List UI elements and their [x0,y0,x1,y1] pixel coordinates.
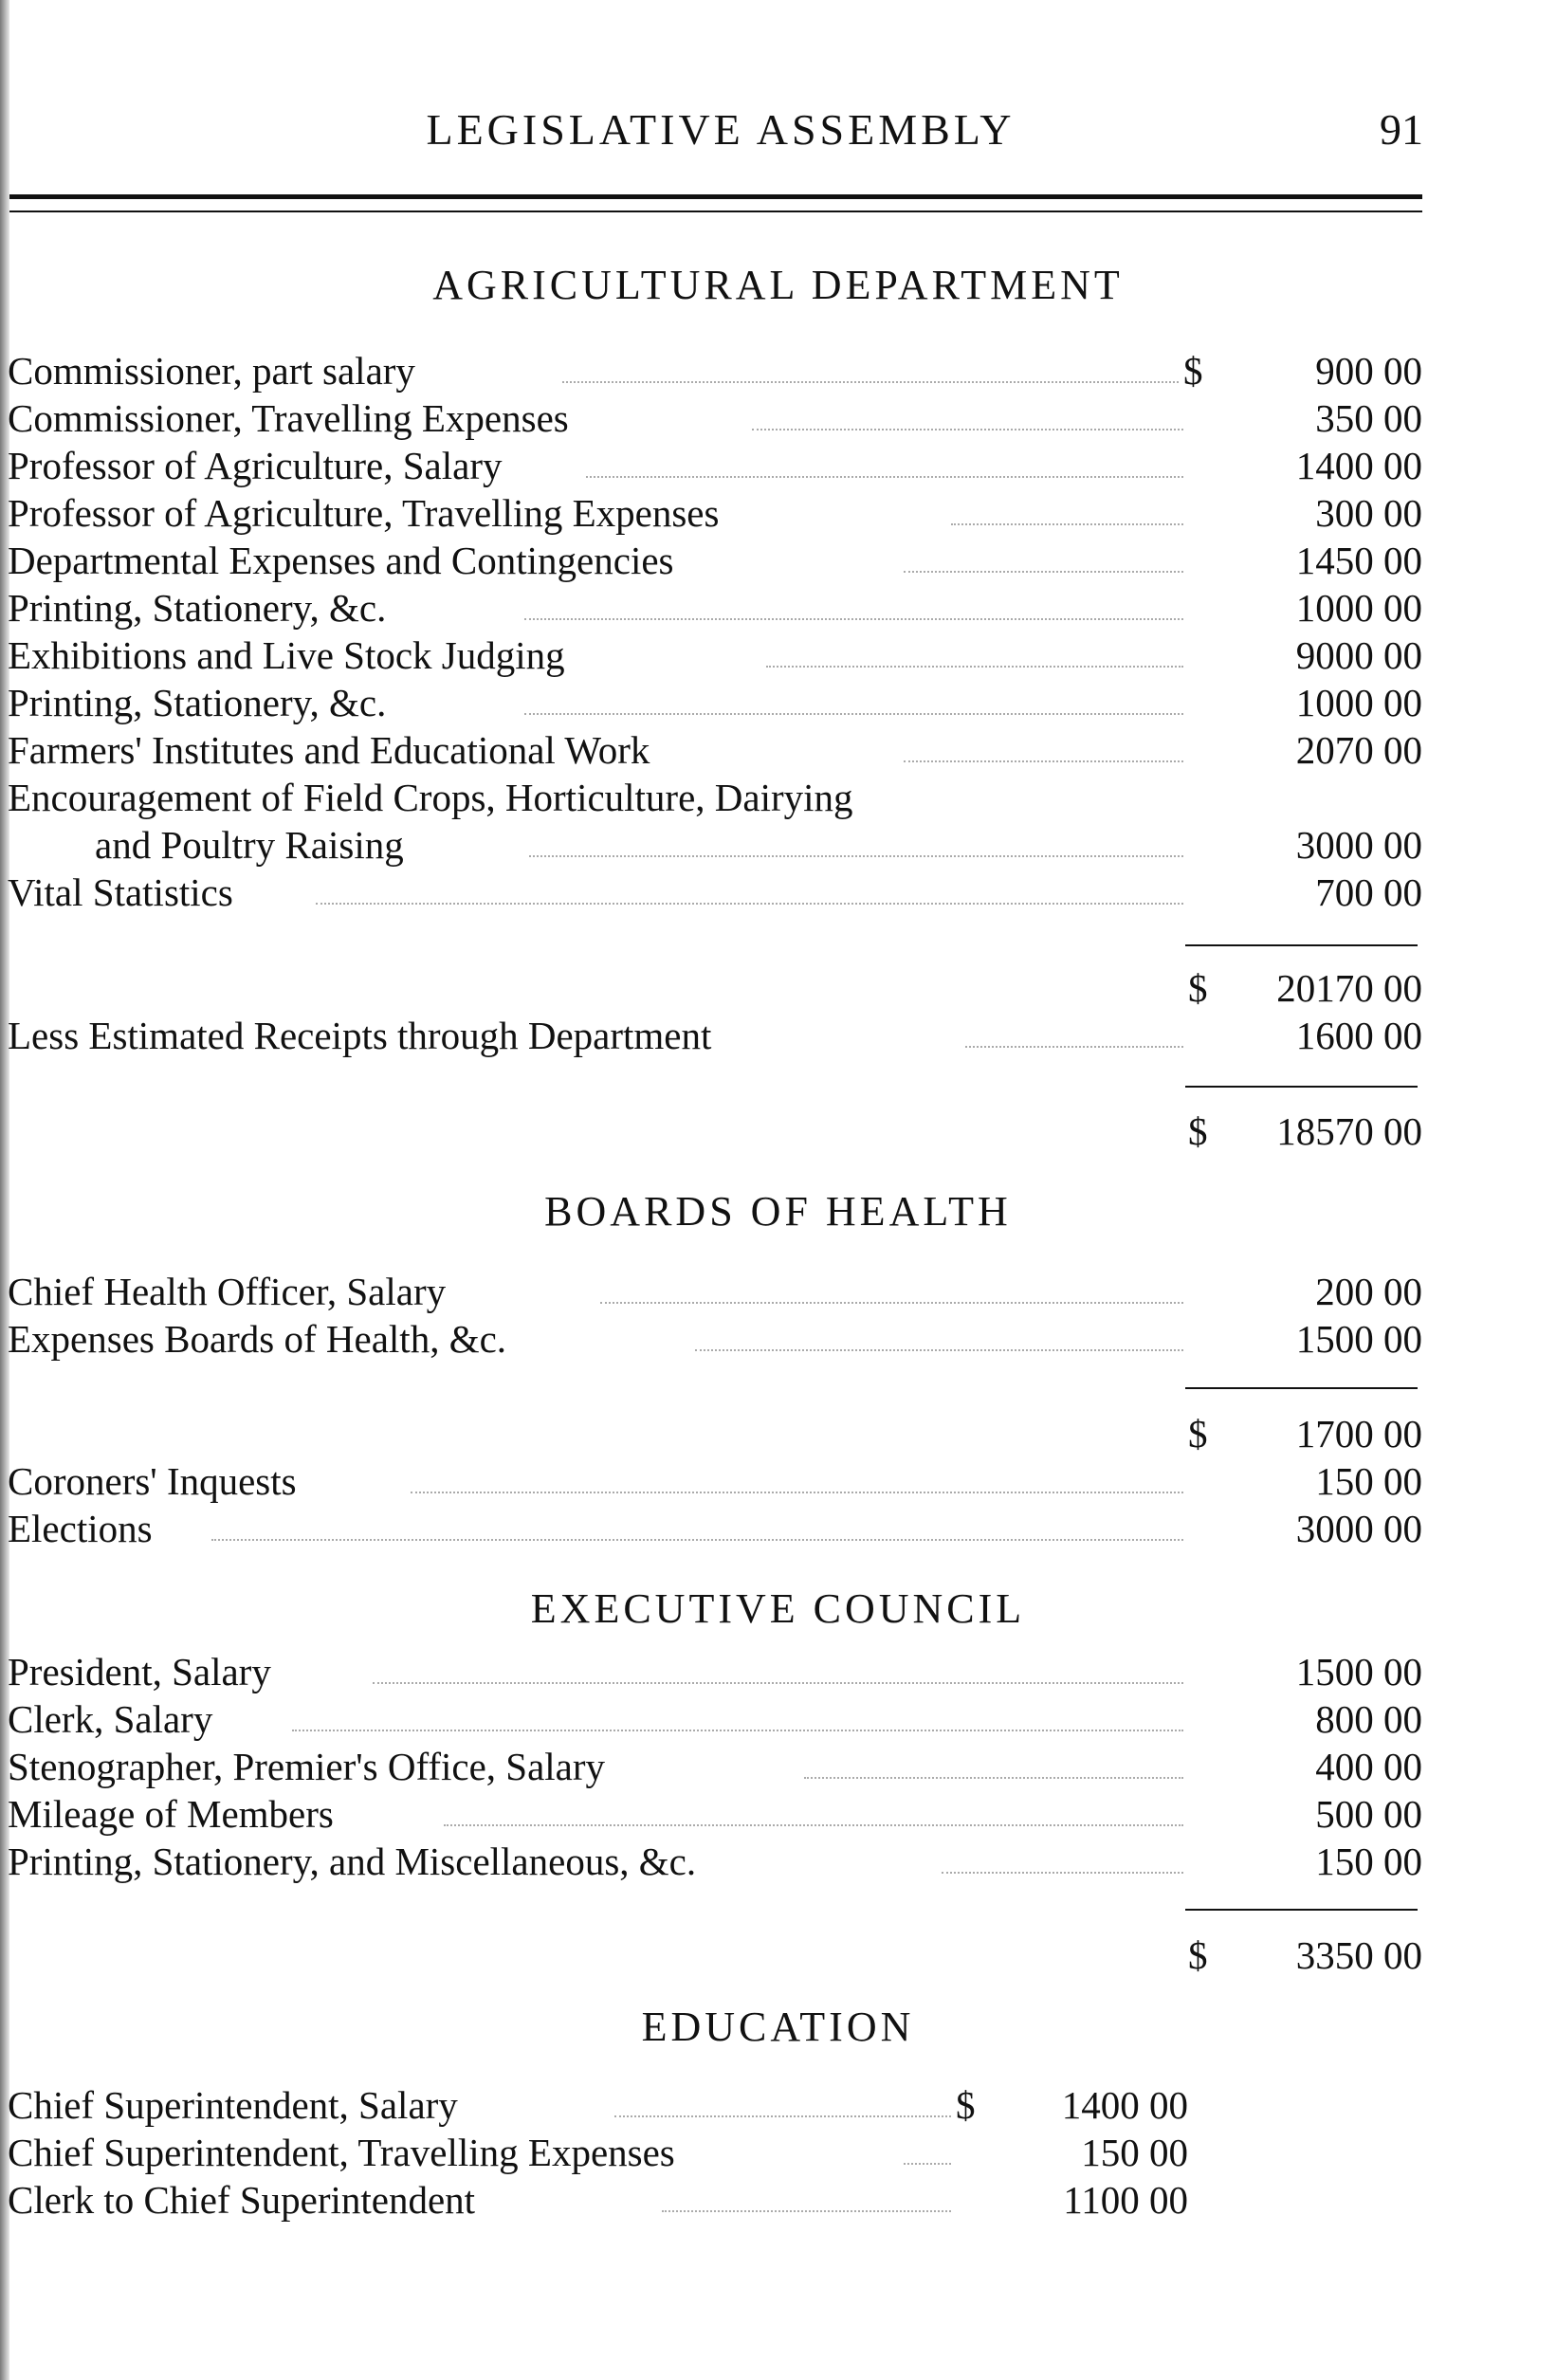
row-amount: 1500 00 [1295,1650,1422,1693]
row-label: Less Estimated Receipts through Department [8,1014,712,1057]
row-amount: 700 00 [1315,870,1422,914]
row-label: Professor of Agriculture, Travelling Expenses [8,491,720,535]
row-amount: 2070 00 [1295,728,1422,772]
row-amount: 500 00 [1315,1792,1422,1836]
dot-leader [524,713,1183,715]
row-amount: 9000 00 [1295,633,1422,677]
total-amount: 20170 00 [1276,966,1422,1010]
dollar-sign: $ [956,2083,976,2127]
row-label: Farmers' Institutes and Educational Work [8,728,650,772]
total-amount: 1700 00 [1295,1412,1422,1455]
dot-leader [600,1302,1183,1304]
row-label: Elections [8,1507,153,1550]
row-amount: 1400 00 [1295,444,1422,487]
row-label: Printing, Stationery, and Miscellaneous, &c. [8,1840,697,1883]
dot-leader [904,571,1183,573]
row-label: Chief Health Officer, Salary [8,1270,447,1313]
dollar-sign: $ [1188,1412,1208,1455]
row-label: Encouragement of Field Crops, Horticulture, Dairying [8,776,853,819]
total-amount: 18570 00 [1276,1109,1422,1153]
dollar-sign: $ [1188,966,1208,1010]
row-amount: 1500 00 [1295,1317,1422,1361]
row-label: Commissioner, part salary [8,349,415,393]
row-label: Chief Superintendent, Travelling Expenses [8,2131,675,2174]
dollar-sign: $ [1188,1933,1208,1977]
row-amount: 400 00 [1315,1745,1422,1788]
dot-leader [524,618,1183,620]
dot-leader [316,903,1183,905]
header-rule-thin [9,211,1422,212]
dot-leader [965,1046,1183,1048]
health-heading: BOARDS OF HEALTH [544,1188,1012,1235]
dot-leader [373,1682,1183,1684]
dot-leader [766,666,1183,668]
dot-leader [586,476,1183,478]
page-number: 91 [1380,105,1423,154]
row-amount: 800 00 [1315,1697,1422,1741]
row-label: Stenographer, Premier's Office, Salary [8,1745,606,1788]
dot-leader [752,429,1183,430]
dot-leader [614,2115,951,2117]
dollar-sign: $ [1183,349,1203,393]
dot-leader [695,1349,1183,1351]
row-amount: 1400 00 [1061,2083,1188,2127]
row-label: Commissioner, Travelling Expenses [8,396,569,440]
row-amount: 1450 00 [1295,539,1422,582]
row-label: Departmental Expenses and Contingencies [8,539,674,582]
dot-leader [904,2163,951,2165]
education-heading: EDUCATION [641,2004,915,2050]
row-amount: 350 00 [1315,396,1422,440]
row-amount: 150 00 [1315,1840,1422,1883]
dot-leader [804,1777,1183,1779]
sum-rule [1185,1909,1418,1911]
sum-rule [1185,944,1418,946]
row-label: Exhibitions and Live Stock Judging [8,633,565,677]
row-label: Printing, Stationery, &c. [8,586,387,630]
row-label: and Poultry Raising [95,823,404,867]
sum-rule [1185,1086,1418,1088]
dot-leader [292,1730,1183,1731]
row-label: Printing, Stationery, &c. [8,681,387,724]
row-amount: 1000 00 [1295,586,1422,630]
row-label: Professor of Agriculture, Salary [8,444,503,487]
row-label: President, Salary [8,1650,271,1693]
dot-leader [942,1872,1183,1874]
row-label: Clerk, Salary [8,1697,213,1741]
row-amount: 200 00 [1315,1270,1422,1313]
row-amount: 300 00 [1315,491,1422,535]
row-amount: 1600 00 [1295,1014,1422,1057]
row-amount: 1000 00 [1295,681,1422,724]
dot-leader [562,381,1179,383]
executive-heading: EXECUTIVE COUNCIL [530,1585,1026,1632]
dot-leader [444,1824,1183,1826]
running-head [0,104,1556,161]
dot-leader [662,2210,951,2212]
row-label: Coroners' Inquests [8,1459,297,1503]
dot-leader [411,1492,1183,1493]
row-amount: 150 00 [1081,2131,1188,2174]
dot-leader [211,1539,1183,1541]
row-amount: 3000 00 [1295,1507,1422,1550]
agricultural-heading: AGRICULTURAL DEPARTMENT [432,262,1124,308]
row-label: Mileage of Members [8,1792,334,1836]
header-rule-thick [9,194,1422,199]
row-amount: 3000 00 [1295,823,1422,867]
total-amount: 3350 00 [1295,1933,1422,1977]
row-label: Vital Statistics [8,870,233,914]
dollar-sign: $ [1188,1109,1208,1153]
row-label: Expenses Boards of Health, &c. [8,1317,507,1361]
row-label: Chief Superintendent, Salary [8,2083,458,2127]
dot-leader [529,855,1183,857]
row-amount: 900 00 [1315,349,1422,393]
dot-leader [951,523,1183,525]
row-amount: 150 00 [1315,1459,1422,1503]
row-label: Clerk to Chief Superintendent [8,2178,476,2222]
running-title: LEGISLATIVE ASSEMBLY [426,105,1016,154]
sum-rule [1185,1387,1418,1389]
dot-leader [904,760,1183,762]
row-amount: 1100 00 [1063,2178,1188,2222]
